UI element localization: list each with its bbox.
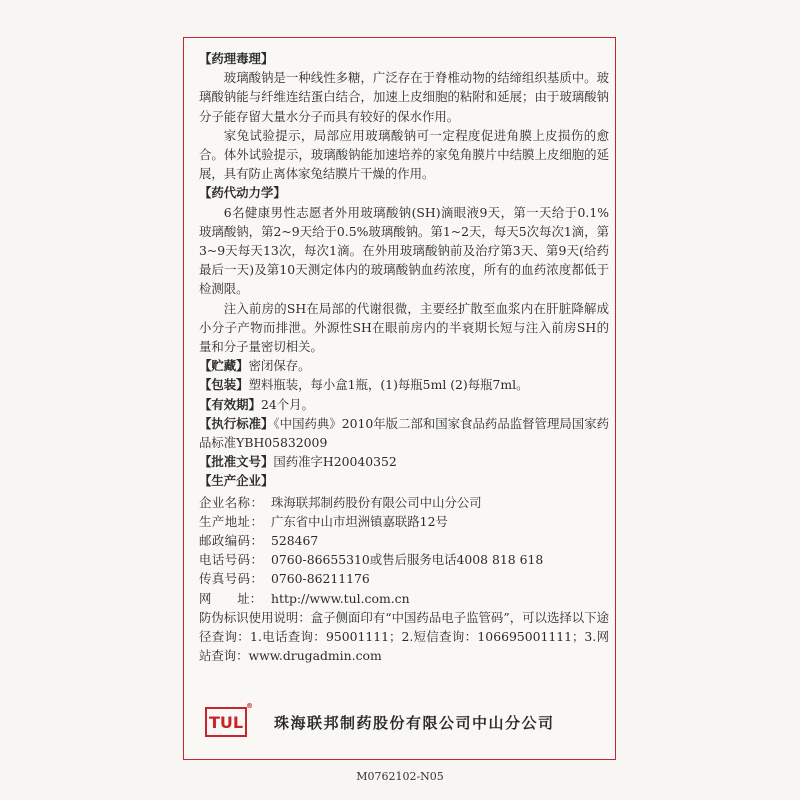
approval-text: 国药准字H20040352 xyxy=(273,454,397,470)
logo-mark: TUL xyxy=(208,712,244,732)
value-fax: 0760-86211176 xyxy=(271,571,370,587)
manufacturer-row-address xyxy=(199,512,609,531)
standard-text: 《中国药典》2010年版二部和国家食品药品监督管理局国家药品标准YBH05832009 xyxy=(199,415,609,451)
heading-pharmacology: 【药理毒理】 xyxy=(199,51,274,66)
pharmacology-paragraph-1: 玻璃酸钠是一种线性多糖，广泛存在于脊椎动物的结缔组织基质中。玻璃酸钠能与纤维连结蛋白结合，加速上皮细胞的粘附和延展；由于玻璃酸钠分子能存留大量水分子而具有较好的保水作用。 xyxy=(199,70,609,124)
label-website xyxy=(199,589,271,608)
value-phone: 0760-86655310或售后服务电话4008 818 618 xyxy=(271,552,544,568)
heading-package: 【包装】 xyxy=(199,377,249,393)
tul-logo xyxy=(205,702,253,737)
manufacturer-row-name xyxy=(199,493,609,512)
company-name: 珠海联邦制药股份有限公司中山分公司 xyxy=(274,713,555,732)
manufacturer-row-website xyxy=(199,589,609,608)
label-website-a: 网 xyxy=(199,590,212,606)
label-postcode: 邮政编码： xyxy=(199,533,264,549)
leaflet-content xyxy=(199,49,609,666)
heading-approval: 【批准文号】 xyxy=(199,454,274,470)
manufacturer-row-phone xyxy=(199,550,609,569)
company-footer xyxy=(205,702,605,739)
standard-line xyxy=(199,414,609,452)
value-postcode: 528467 xyxy=(271,533,319,549)
value-website: http://www.tul.com.cn xyxy=(271,590,410,606)
registered-icon: ® xyxy=(246,702,253,710)
heading-manufacturer: 【生产企业】 xyxy=(199,473,274,489)
label-website-b: 址： xyxy=(237,590,262,606)
package-text: 塑料瓶装，每小盒1瓶，(1)每瓶5ml (2)每瓶7ml。 xyxy=(248,377,529,393)
anti-counterfeit-instructions: 防伪标识使用说明：盒子侧面印有“中国药品电子监管码”，可以选择以下途径查询：1.电话查询：95001111；2.短信查询：106695001111；3.网站查询：www.drugadmin.com xyxy=(199,609,609,664)
validity-line xyxy=(199,395,609,414)
label-company-name: 企业名称： xyxy=(199,494,264,510)
manufacturer-info xyxy=(199,493,609,608)
approval-line xyxy=(199,452,609,471)
value-company-name: 珠海联邦制药股份有限公司中山分公司 xyxy=(271,494,482,510)
label-phone: 电话号码： xyxy=(199,552,264,568)
storage-line xyxy=(199,356,609,375)
manufacturer-row-postcode xyxy=(199,531,609,550)
label-address: 生产地址： xyxy=(199,513,264,529)
storage-text: 密闭保存。 xyxy=(248,358,311,374)
pharmacokinetics-paragraph-2: 注入前房的SH在局部的代谢很微，主要经扩散至血浆内在肝脏降解成小分子产物而排泄。外源性SH在眼前房内的半衰期长短与注入前房SH的量和分子量密切相关。 xyxy=(199,300,609,355)
pharmacokinetics-paragraph-1: 6名健康男性志愿者外用玻璃酸钠(SH)滴眼液9天，第一天给于0.1%玻璃酸钠，第2~9天给于0.5%玻璃酸钠。第1~2天，每天5次每次1滴，第3~9天每天13次，每次1滴。在外用玻璃酸钠前及治疗第3天、第9天(给药最后一天)及第10天测定体内的玻璃酸钠血药浓度，所有的血药浓度都低于检测限。 xyxy=(199,204,609,297)
validity-text: 24个月。 xyxy=(260,396,314,412)
heading-pharmacokinetics: 【药代动力学】 xyxy=(199,185,286,201)
heading-standard: 【执行标准】 xyxy=(199,415,274,431)
pharmacology-paragraph-2: 家兔试验提示，局部应用玻璃酸钠可一定程度促进角膜上皮损伤的愈合。体外试验提示，玻璃酸钠能加速培养的家兔角膜片中结膜上皮细胞的延展，具有防止离体家兔结膜片干燥的作用。 xyxy=(199,127,609,182)
manufacturer-row-fax xyxy=(199,569,609,588)
heading-storage: 【贮藏】 xyxy=(199,358,249,374)
value-address: 广东省中山市坦洲镇嘉联路12号 xyxy=(271,513,448,529)
label-fax: 传真号码： xyxy=(199,571,264,587)
package-line xyxy=(199,375,609,394)
document-code: M0762102-N05 xyxy=(356,770,444,783)
heading-validity: 【有效期】 xyxy=(199,396,261,412)
